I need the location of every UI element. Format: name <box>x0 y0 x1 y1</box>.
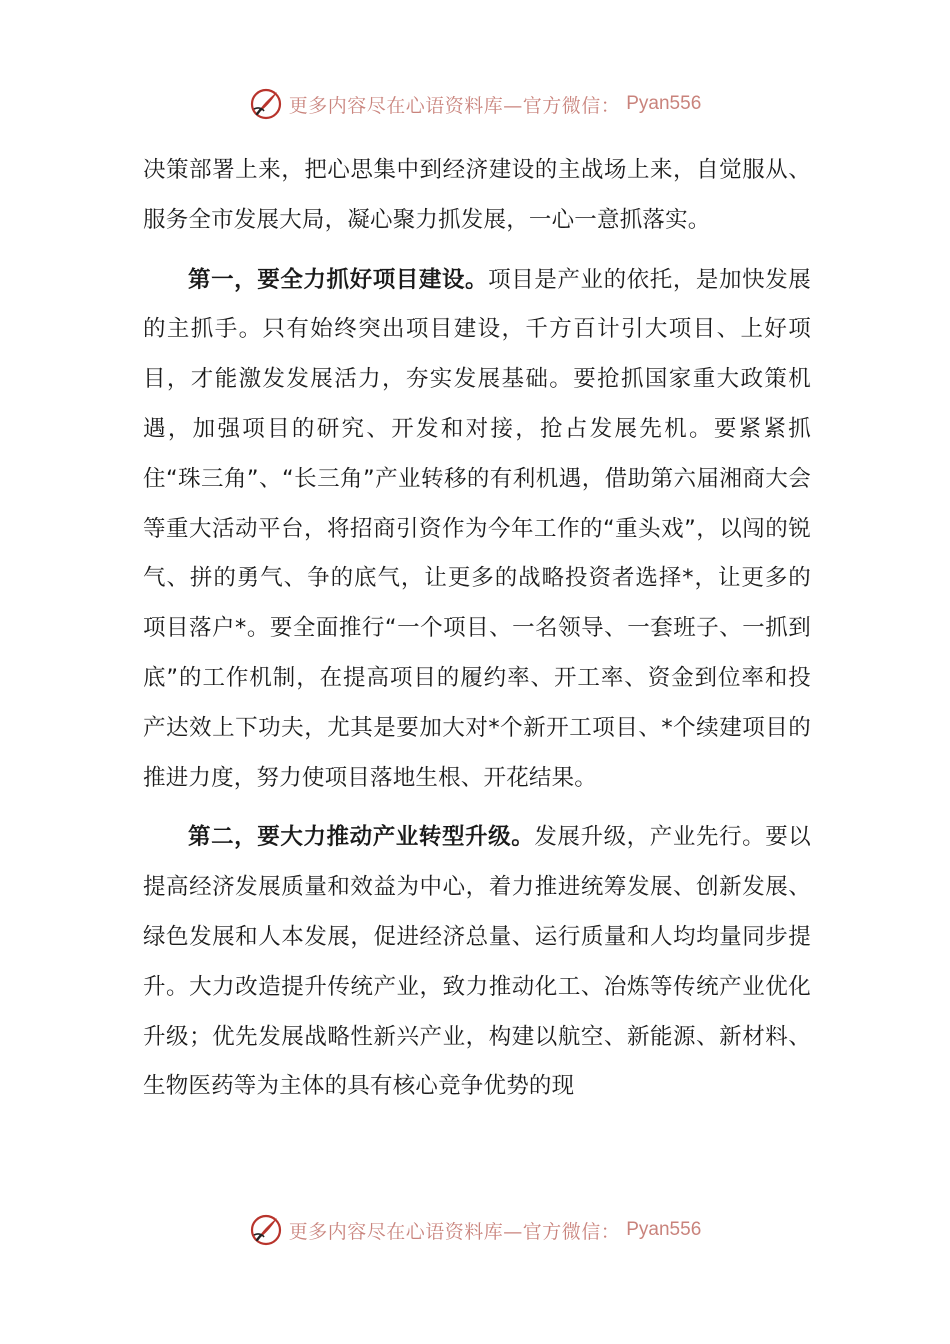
paragraph-text: 决策部署上来，把心思集中到经济建设的主战场上来，自觉服从、服务全市发展大局，凝心聚力抓发展，一心一意抓落实。 <box>143 157 811 233</box>
footer-banner <box>0 1210 950 1250</box>
paragraph-industrial-upgrade <box>143 813 811 1112</box>
header-wechat-handle: Pyan556 <box>626 93 702 114</box>
paragraph-lead-heading: 第二，要大力推动产业转型升级。 <box>188 824 535 851</box>
footer-banner-text: 更多内容尽在心语资料库—官方微信： <box>288 1220 621 1243</box>
paragraph-continuation <box>143 146 811 246</box>
paragraph-text: 项目是产业的依托，是加快发展的主抓手。只有始终突出项目建设，千方百计引大项目、上好项目，才能激发发展活力，夯实发展基础。要抢抓国家重大政策机遇，加强项目的研究、开发和对接，抢占发展先机。要紧紧抓住“珠三角”、“长三角”产业转移的有利机遇，借助第六届湘商大会等重大活动平台，将招商引资作为今年工作的“重头戏”，以闯的锐气、拼的勇气、争的底气，让更多的战略投资者选择*，让更多的项目落户*。要全面推行“一个项目、一名领导、一套班子、一抓到底”的工作机制，在提高项目的履约率、开工率、资金到位率和投产达效上下功夫，尤其是要加大对*个新开工项目、*个续建项目的推进力度，努力使项目落地生根、开花结果。 <box>143 266 811 791</box>
paragraph-text: 发展升级，产业先行。要以提高经济发展质量和效益为中心，着力推进统筹发展、创新发展、绿色发展和人本发展，促进经济总量、运行质量和人均均量同步提升。大力改造提升传统产业，致力推动化工、冶炼等传统产业优化升级；优先发展战略性新兴产业，构建以航空、新能源、新材料、生物医药等为主体的具有核心竞争优势的现 <box>143 824 811 1100</box>
quill-pen-logo-icon <box>249 1213 283 1247</box>
quill-pen-logo-icon <box>249 87 283 121</box>
paragraph-project-construction <box>143 256 811 804</box>
header-banner <box>0 84 950 124</box>
header-banner-text: 更多内容尽在心语资料库—官方微信： <box>288 94 621 117</box>
footer-wechat-handle: Pyan556 <box>626 1219 702 1240</box>
paragraph-lead-heading: 第一，要全力抓好项目建设。 <box>188 266 489 293</box>
document-body <box>143 146 811 1112</box>
